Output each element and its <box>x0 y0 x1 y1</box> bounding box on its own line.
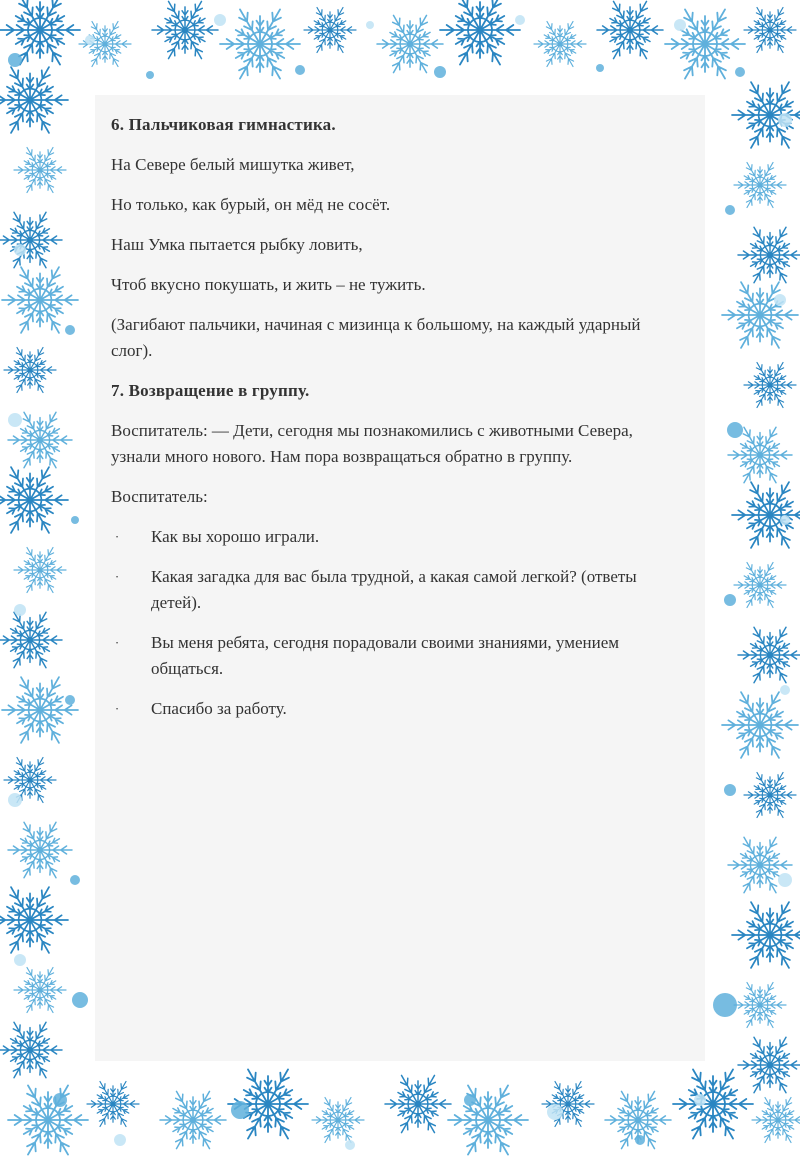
section-6-heading: 6. Пальчиковая гимнастика. <box>111 115 336 134</box>
snow-dot <box>724 784 736 796</box>
poem-line-1: На Севере белый мишутка живет, <box>111 155 355 174</box>
document-body <box>111 112 686 736</box>
snow-dot <box>724 594 736 606</box>
snow-dot <box>65 695 75 705</box>
bullet-icon: · <box>114 635 120 650</box>
snow-dot <box>345 1140 355 1150</box>
instruction-note: (Загибают пальчики, начиная с мизинца к большому, на каждый ударный слог). <box>111 315 641 360</box>
snow-dot <box>407 41 412 46</box>
snowflake-icon <box>732 902 800 968</box>
snow-dot <box>257 41 263 47</box>
snow-dot <box>111 1102 115 1106</box>
snow-dot <box>27 237 32 242</box>
snow-dot <box>27 637 32 642</box>
snow-dot <box>27 917 33 923</box>
snow-dot <box>768 793 772 797</box>
snow-dot <box>295 65 305 75</box>
snow-dot <box>776 1118 780 1122</box>
snow-dot <box>65 325 75 335</box>
bullet-icon: · <box>114 569 120 584</box>
snow-dot <box>190 1117 195 1122</box>
list-item <box>111 696 686 722</box>
snow-dot <box>758 583 762 587</box>
snow-dot <box>694 1094 706 1106</box>
snow-dot <box>28 778 32 782</box>
list-item-text: Вы меня ребята, сегодня порадовали своими знаниями, умением общаться. <box>151 633 620 678</box>
snow-dot <box>328 28 332 32</box>
snow-dot <box>778 873 792 887</box>
snowflake-icon <box>732 482 800 548</box>
snow-dot <box>72 992 88 1008</box>
snow-dot <box>14 954 26 966</box>
closing-list <box>111 524 686 722</box>
snow-dot <box>757 722 763 728</box>
snow-dot <box>635 1117 640 1122</box>
snow-dot <box>37 437 42 442</box>
snow-dot <box>38 988 42 992</box>
snow-dot <box>37 707 43 713</box>
snow-dot <box>767 1062 772 1067</box>
snow-dot <box>14 244 26 256</box>
snow-dot <box>28 368 32 372</box>
snow-dot <box>757 862 762 867</box>
snowflake-icon <box>0 67 68 133</box>
snow-dot <box>27 1047 32 1052</box>
snow-dot <box>8 413 22 427</box>
snow-dot <box>485 1117 491 1123</box>
snow-dot <box>366 21 374 29</box>
snow-dot <box>780 515 790 525</box>
poem-line-3: Наш Умка пытается рыбку ловить, <box>111 235 363 254</box>
snow-dot <box>434 66 446 78</box>
snow-dot <box>37 297 43 303</box>
snow-dot <box>231 1101 249 1119</box>
section-7-heading: 7. Возвращение в группу. <box>111 381 310 400</box>
snowflake-icon <box>0 887 68 953</box>
snow-dot <box>635 1135 645 1145</box>
snow-dot <box>38 168 42 172</box>
snow-dot <box>710 1101 716 1107</box>
poem-line-4: Чтоб вкусно покушать, и жить – не тужить. <box>111 275 426 294</box>
snow-dot <box>727 422 743 438</box>
snow-dot <box>182 27 187 32</box>
snow-dot <box>27 497 33 503</box>
snow-dot <box>547 1104 563 1120</box>
snow-dot <box>214 14 226 26</box>
snow-dot <box>758 183 762 187</box>
snow-dot <box>627 27 632 32</box>
snow-dot <box>767 932 773 938</box>
snow-dot <box>265 1101 271 1107</box>
snow-dot <box>778 113 792 127</box>
snow-dot <box>767 252 772 257</box>
snow-dot <box>38 568 42 572</box>
snow-dot <box>767 512 773 518</box>
snow-dot <box>596 64 604 72</box>
bullet-icon: · <box>114 529 120 544</box>
snow-dot <box>757 452 762 457</box>
snow-dot <box>767 112 773 118</box>
snow-dot <box>53 1093 67 1107</box>
snow-dot <box>674 19 686 31</box>
snow-dot <box>8 793 22 807</box>
snow-dot <box>702 41 708 47</box>
snow-dot <box>37 847 42 852</box>
list-item-text: Спасибо за работу. <box>151 699 287 718</box>
snow-dot <box>735 67 745 77</box>
snow-dot <box>85 35 95 45</box>
snow-dot <box>515 15 525 25</box>
teacher-speaker-label: Воспитатель: <box>111 487 208 506</box>
snow-dot <box>464 1094 476 1106</box>
snow-dot <box>8 53 22 67</box>
teacher-paragraph: Воспитатель: — Дети, сегодня мы познакомились с животными Севера, узнали много нового. Нам пора возвращаться обратно в группу. <box>111 421 633 466</box>
list-item-text: Какая загадка для вас была трудной, а какая самой легкой? (ответы детей). <box>151 567 637 612</box>
snow-dot <box>477 27 483 33</box>
snow-dot <box>27 97 33 103</box>
snow-dot <box>103 42 107 46</box>
snow-dot <box>757 312 763 318</box>
list-item-text: Как вы хорошо играли. <box>151 527 320 546</box>
snow-dot <box>45 1117 51 1123</box>
snow-dot <box>713 993 737 1017</box>
snow-dot <box>774 294 786 306</box>
snow-dot <box>725 205 735 215</box>
snow-dot <box>768 383 772 387</box>
snow-dot <box>14 604 26 616</box>
snow-dot <box>336 1118 340 1122</box>
snow-dot <box>767 652 772 657</box>
snow-dot <box>780 685 790 695</box>
snow-dot <box>71 516 79 524</box>
poem-line-2: Но только, как бурый, он мёд не сосёт. <box>111 195 391 214</box>
snow-dot <box>768 28 772 32</box>
snow-dot <box>114 1134 126 1146</box>
list-item <box>111 630 686 682</box>
snow-dot <box>70 875 80 885</box>
list-item <box>111 564 686 616</box>
snow-dot <box>415 1101 420 1106</box>
snow-dot <box>566 1102 570 1106</box>
list-item <box>111 524 686 550</box>
snow-dot <box>758 1003 762 1007</box>
snow-dot <box>558 42 562 46</box>
snow-dot <box>146 71 154 79</box>
snowflake-icon <box>0 467 68 533</box>
snow-dot <box>37 27 43 33</box>
bullet-icon: · <box>114 701 120 716</box>
